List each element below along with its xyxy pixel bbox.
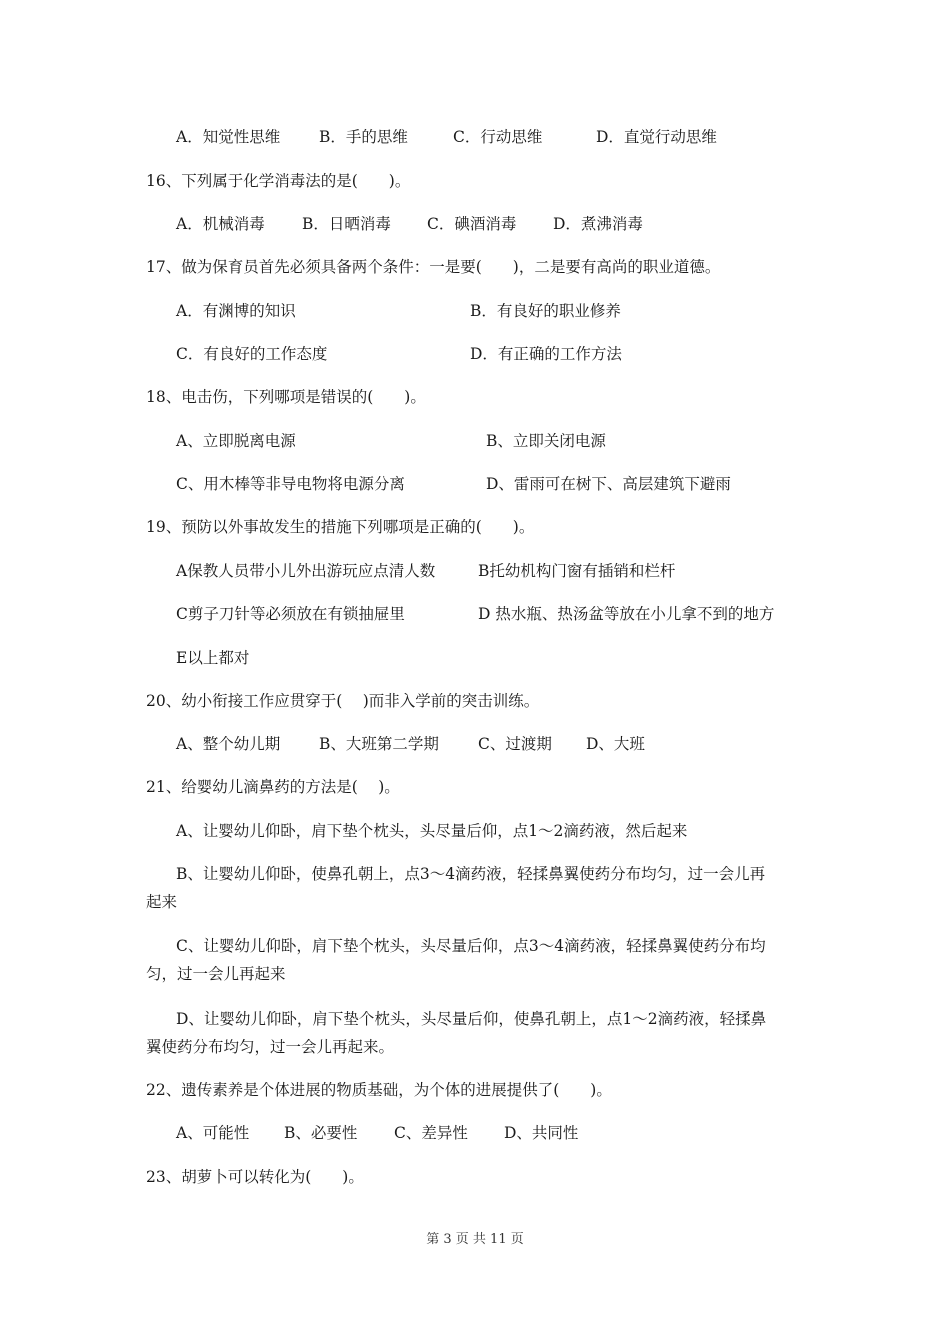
q20-option-a: A、整个幼儿期 — [176, 735, 281, 753]
q16-option-d: D．煮沸消毒 — [553, 215, 643, 233]
q19-option-e: E以上都对 — [176, 649, 250, 667]
q17-option-a: A．有渊博的知识 — [176, 302, 296, 320]
q18-stem: 18、电击伤，下列哪项是错误的( )。 — [146, 388, 426, 406]
q22-option-a: A、可能性 — [176, 1124, 250, 1142]
q22-option-d: D、共同性 — [504, 1124, 579, 1142]
q16-options — [176, 214, 643, 234]
q18-option-c: C、用木棒等非导电物将电源分离 — [176, 475, 405, 493]
q18-option-d: D、雷雨可在树下、高层建筑下避雨 — [486, 475, 731, 493]
q20-option-b: B、大班第二学期 — [319, 735, 439, 753]
q18-option-b: B、立即关闭电源 — [486, 432, 606, 450]
q22-option-b: B、必要性 — [284, 1124, 358, 1142]
q16-stem: 16、下列属于化学消毒法的是( )。 — [146, 172, 411, 190]
q19-option-c: C剪子刀针等必须放在有锁抽屉里 — [176, 605, 405, 623]
q16-option-b: B．日晒消毒 — [302, 215, 391, 233]
q21-option-d-line2: 翼使药分布均匀，过一会儿再起来。 — [146, 1038, 395, 1056]
q20-options — [176, 734, 645, 754]
q20-stem: 20、幼小衔接工作应贯穿于( )而非入学前的突击训练。 — [146, 692, 540, 710]
q21-option-c-line2: 匀，过一会儿再起来 — [146, 965, 286, 983]
q19-option-b: B托幼机构门窗有插销和栏杆 — [478, 562, 676, 580]
q23-stem: 23、胡萝卜可以转化为( )。 — [146, 1168, 364, 1186]
q15-option-d: D．直觉行动思维 — [596, 128, 717, 146]
q19-stem: 19、预防以外事故发生的措施下列哪项是正确的( )。 — [146, 518, 535, 536]
q21-option-d-line1: D、让婴幼儿仰卧，肩下垫个枕头，头尽量后仰，使鼻孔朝上，点1～2滴药液，轻揉鼻 — [176, 1010, 767, 1028]
q17-option-b: B．有良好的职业修养 — [470, 302, 621, 320]
q19-option-d: D 热水瓶、热汤盆等放在小儿拿不到的地方 — [478, 605, 775, 623]
page-number-footer: 第 3 页 共 11 页 — [426, 1232, 524, 1247]
q16-option-c: C．碘酒消毒 — [427, 215, 517, 233]
q21-stem: 21、给婴幼儿滴鼻药的方法是( )。 — [146, 778, 400, 796]
q15-option-c: C．行动思维 — [453, 128, 543, 146]
q21-option-c-line1: C、让婴幼儿仰卧，肩下垫个枕头，头尽量后仰，点3～4滴药液，轻揉鼻翼使药分布均 — [176, 937, 766, 955]
q21-option-b-line2: 起来 — [146, 893, 178, 911]
q22-stem: 22、遗传素养是个体进展的物质基础，为个体的进展提供了( )。 — [146, 1081, 612, 1099]
q15-options — [176, 127, 717, 147]
q21-option-b-line1: B、让婴幼儿仰卧，使鼻孔朝上，点3～4滴药液，轻揉鼻翼使药分布均匀，过一会儿再 — [176, 865, 766, 883]
q18-option-a: A、立即脱离电源 — [176, 432, 296, 450]
q20-option-c: C、过渡期 — [478, 735, 552, 753]
q17-stem: 17、做为保育员首先必须具备两个条件：一是要( )，二是要有高尚的职业道德。 — [146, 258, 721, 276]
q15-option-a: A．知觉性思维 — [176, 128, 281, 146]
q17-option-d: D．有正确的工作方法 — [470, 345, 622, 363]
q22-option-c: C、差异性 — [394, 1124, 468, 1142]
q19-option-a: A保教人员带小儿外出游玩应点清人数 — [176, 562, 436, 580]
q21-option-a: A、让婴幼儿仰卧，肩下垫个枕头，头尽量后仰，点1～2滴药液，然后起来 — [176, 822, 688, 840]
q17-options-row1 — [176, 301, 296, 321]
q22-options — [176, 1123, 579, 1143]
q16-option-a: A．机械消毒 — [176, 215, 265, 233]
q20-option-d: D、大班 — [586, 735, 645, 753]
q15-option-b: B．手的思维 — [319, 128, 408, 146]
q17-option-c: C．有良好的工作态度 — [176, 345, 328, 363]
